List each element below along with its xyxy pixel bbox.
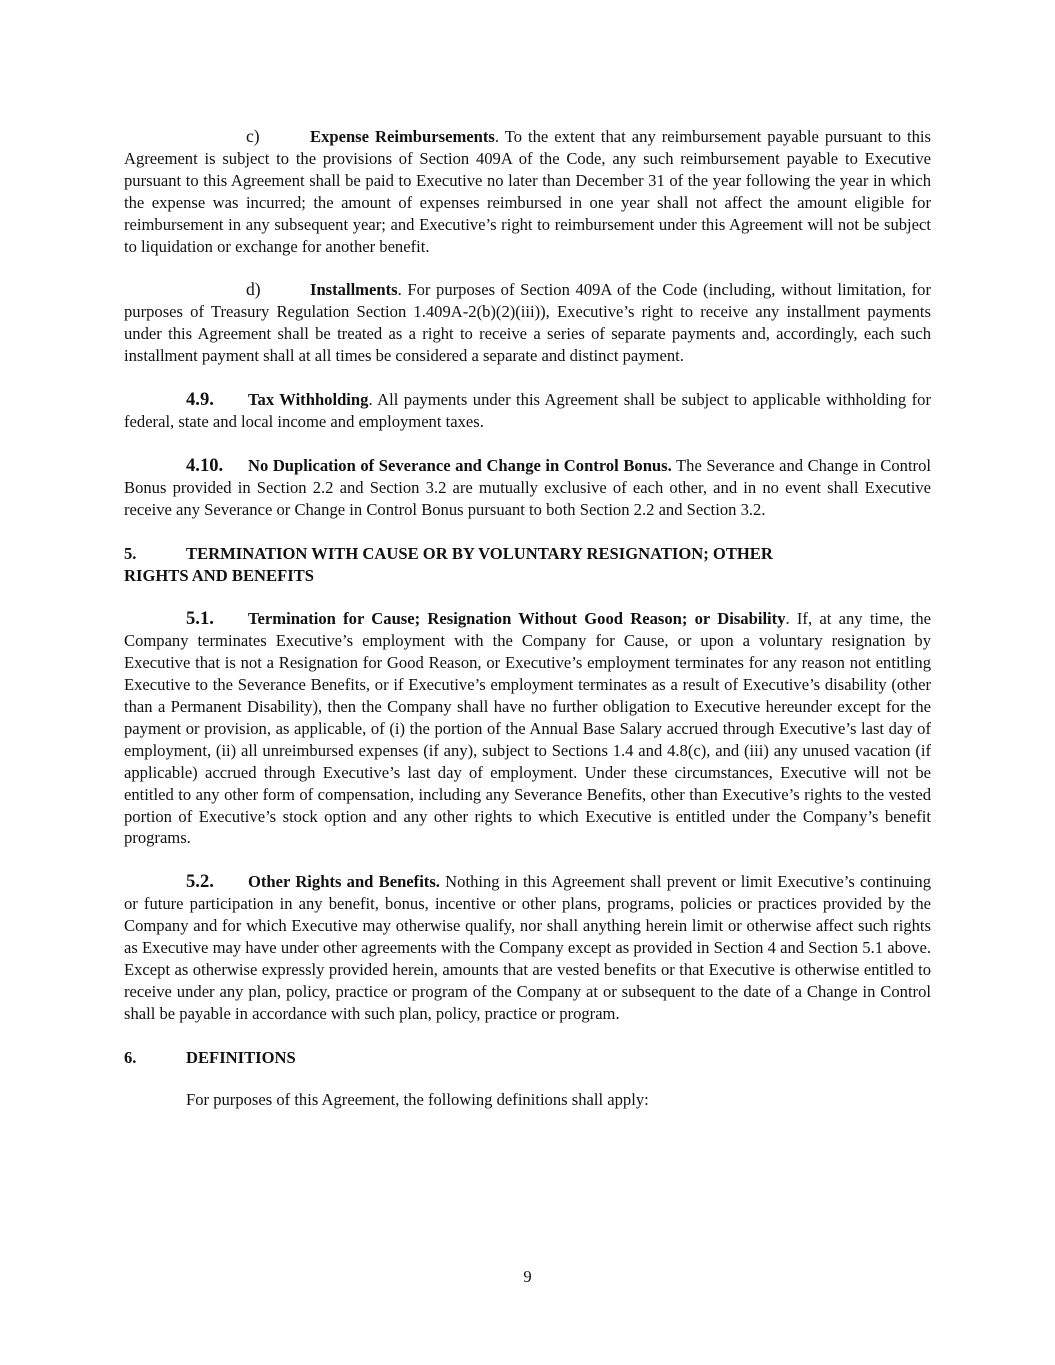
section-text: . All payments under this Agreement shall be subject to applicable withholding for federal, state and local income and employment taxes. <box>124 390 931 431</box>
heading-number: 6. <box>124 1047 137 1067</box>
section-title: Other Rights and Benefits. <box>248 872 440 892</box>
section-text: The Severance and Change in Control Bonus provided in Section 2.2 and Section 3.2 are mutually exclusive of each other, and in no event shall Executive receive any Severance or Change in Control Bonus pursuant to both Section 2.2 and Section 3.2. <box>124 455 931 519</box>
heading-line-2: RIGHTS AND BENEFITS <box>124 565 314 585</box>
section-title: Tax Withholding <box>248 390 369 410</box>
definitions-intro: For purposes of this Agreement, the following definitions shall apply: <box>186 1089 649 1109</box>
section-number: 4.10. <box>186 454 224 476</box>
section-5-1-termination-for-cause <box>124 608 931 849</box>
item-text: . To the extent that any reimbursement payable pursuant to this Agreement is subject to the provisions of Section 409A of the Code, any such reimbursement payable to Executive pursuant to this Agreement shall be paid to Executive no later than December 31 of the year following the year in which the expense was incurred; the amount of expenses reimbursed in one year shall not affect the amount eligible for reimbursement in any subsequent year; and Executive’s right to reimbursement under this Agreement will not be subject to liquidation or exchange for another benefit. <box>124 127 931 256</box>
heading-section-5 <box>124 543 931 587</box>
heading-line-1: TERMINATION WITH CAUSE OR BY VOLUNTARY RESIGNATION; OTHER <box>186 543 773 563</box>
page-number: 9 <box>523 1267 532 1286</box>
paragraph-installments <box>124 279 931 367</box>
section-title: Termination for Cause; Resignation Without Good Reason; or Disability <box>248 609 786 629</box>
paragraph-expense-reimbursements <box>124 126 931 257</box>
section-4-10-no-duplication <box>124 455 931 521</box>
item-title: Installments <box>310 280 398 300</box>
section-number: 5.1. <box>186 608 214 630</box>
section-4-9-tax-withholding <box>124 389 931 433</box>
item-label: d) <box>246 279 261 300</box>
section-text: Nothing in this Agreement shall prevent or limit Executive’s continuing or future participation in any benefit, bonus, incentive or other plans, programs, policies or practices provided by the Company and for which Executive may otherwise qualify, nor shall anything herein limit or otherwise affect such rights as Executive may have under other agreements with the Company except as provided in Section 4 and Section 5.1 above. Except as otherwise expressly provided herein, amounts that are vested benefits or that Executive is otherwise entitled to receive under any plan, policy, practice or program of the Company at or subsequent to the date of a Change in Control shall be payable in accordance with such plan, policy, practice or program. <box>124 872 931 1023</box>
section-number: 4.9. <box>186 389 214 411</box>
section-title: No Duplication of Severance and Change in Control Bonus. <box>248 455 672 475</box>
heading-title: DEFINITIONS <box>186 1047 296 1067</box>
item-text: . For purposes of Section 409A of the Code (including, without limitation, for purposes of Treasury Regulation Section 1.409A-2(b)(2)(iii)), Executive’s right to receive any installment payments under this Agreement shall be treated as a right to receive a series of separate payments and, accordingly, each such installment payment shall at all times be considered a separate and distinct payment. <box>124 280 931 366</box>
document-page <box>124 126 931 1111</box>
section-text: . If, at any time, the Company terminates Executive’s employment with the Company for Cause, or upon a voluntary resignation by Executive that is not a Resignation for Good Reason, or Executive’s employment terminates for any reason not entitling Executive to the Severance Benefits, or if Executive’s employment terminates as a result of Executive’s disability (other than a Permanent Disability), then the Company shall have no further obligation to Executive hereunder except for the payment or provision, as applicable, of (i) the portion of the Annual Base Salary accrued through Executive’s last day of employment, (ii) all unreimbursed expenses (if any), subject to Sections 1.4 and 4.8(c), and (iii) any unused vacation (if applicable) accrued through Executive’s last day of employment. Under these circumstances, Executive will not be entitled to any other form of compensation, including any Severance Benefits, other than Executive’s rights to the vested portion of Executive’s stock option and any other rights to which Executive is entitled under the Company’s benefit programs. <box>124 609 931 848</box>
heading-section-6 <box>124 1047 931 1069</box>
section-number: 5.2. <box>186 871 214 893</box>
item-label: c) <box>246 126 260 146</box>
section-5-2-other-rights <box>124 871 931 1024</box>
item-title: Expense Reimbursements <box>310 127 495 146</box>
heading-number: 5. <box>124 543 137 563</box>
